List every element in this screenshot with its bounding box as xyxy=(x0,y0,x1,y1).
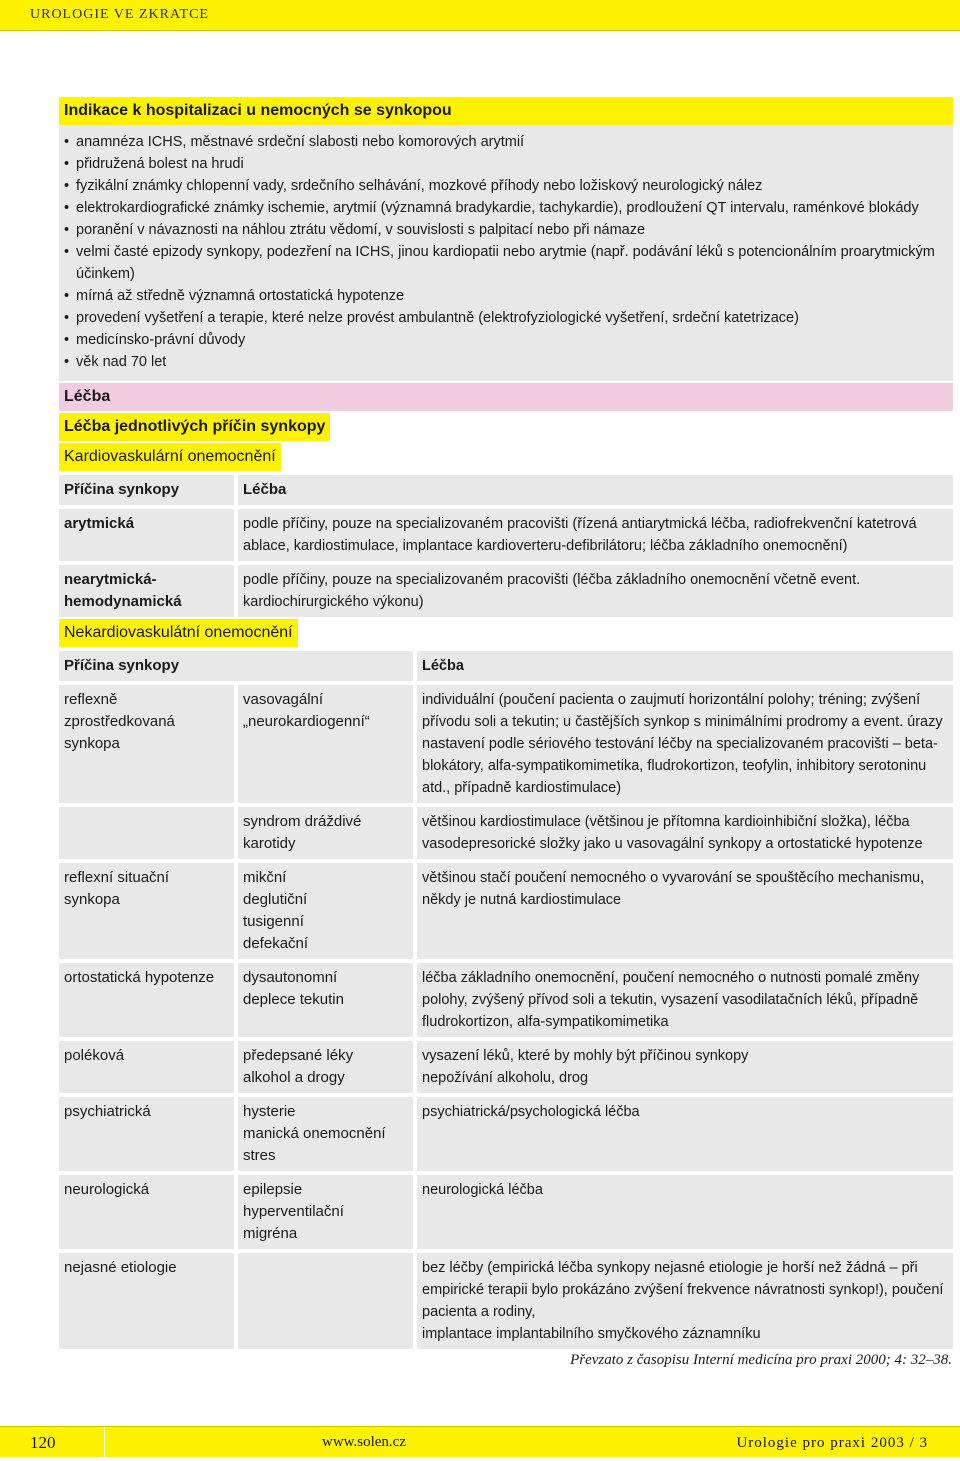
cardio-col-cause: Příčina synkopy xyxy=(59,475,234,505)
indikace-box xyxy=(59,125,953,381)
source-note: Převzato z časopisu Interní medicína pro praxi 2000; 4: 32–38. xyxy=(570,1352,952,1368)
noncardio-treatment xyxy=(417,1175,953,1249)
noncardio-row xyxy=(59,1175,953,1249)
noncardio-subtype-item: defekační xyxy=(243,935,309,952)
noncardio-cause: reflexní situační synkopa xyxy=(59,863,234,959)
footer-url[interactable]: www.solen.cz xyxy=(322,1434,407,1450)
noncardio-row xyxy=(59,1041,953,1093)
noncardio-treatment xyxy=(417,963,953,1037)
noncardio-treatment-line: neurologická léčba xyxy=(422,1182,543,1198)
noncardio-subtype-item: tusigenní xyxy=(243,913,304,930)
running-header xyxy=(0,0,960,31)
cardio-row xyxy=(59,509,953,561)
page-footer xyxy=(0,1426,960,1457)
noncardio-subtype xyxy=(238,863,413,959)
cardio-treatment: podle příčiny, pouze na specializovaném pracovišti (řízená antiarytmická léčba, radiofrekvenční katetrová ablace, kardiostimulace, implantace kardioverteru-defibrilátoru; léčba základního onemocnění) xyxy=(238,509,953,561)
noncardio-cause: ortostatická hypotenze xyxy=(59,963,234,1037)
noncardio-col-treatment: Léčba xyxy=(417,651,953,681)
noncardio-row xyxy=(59,1253,953,1349)
main-content xyxy=(59,97,953,1349)
indikace-item: • věk nad 70 let xyxy=(64,351,948,373)
noncardio-subtype-item: předepsané léky xyxy=(243,1047,354,1064)
noncardio-treatment xyxy=(417,1097,953,1171)
footer-journal: Urologie pro praxi 2003 / 3 xyxy=(736,1435,928,1451)
indikace-item: • fyzikální známky chlopenní vady, srdečního selhávání, mozkové příhody nebo ložiskový neurologický nález xyxy=(64,175,948,197)
noncardio-treatment xyxy=(417,863,953,959)
indikace-item: • anamnéza ICHS, městnavé srdeční slabosti nebo komorových arytmií xyxy=(64,131,948,153)
noncardio-row xyxy=(59,1097,953,1171)
noncardio-subtype-item: deglutiční xyxy=(243,891,308,908)
cardio-heading: Kardiovaskulární onemocnění xyxy=(59,443,281,471)
noncardio-table xyxy=(59,651,953,1349)
noncardio-subtype-item: deplece tekutin xyxy=(243,991,344,1008)
indikace-list xyxy=(59,125,953,381)
noncardio-row xyxy=(59,963,953,1037)
noncardio-treatment-line: většinou stačí poučení nemocného o vyvarování se spouštěcího mechanismu, někdy je nutná kardiostimulace xyxy=(422,870,925,908)
noncardio-treatment-line: vysazení léků, které by mohly být příčinou synkopy xyxy=(422,1048,749,1064)
noncardio-subtype xyxy=(238,963,413,1037)
cardio-cause: arytmická xyxy=(59,509,234,561)
noncardio-subtype-item: manická onemocnění xyxy=(243,1125,386,1142)
noncardio-subtype-item: dysautonomní xyxy=(243,969,338,986)
noncardio-subtype-item: stres xyxy=(243,1147,276,1164)
noncardio-treatment xyxy=(417,685,953,803)
indikace-heading: Indikace k hospitalizaci u nemocných se synkopou xyxy=(59,97,953,125)
noncardio-subtype xyxy=(238,807,413,859)
indikace-item: • poranění v návaznosti na náhlou ztrátu vědomí, v souvislosti s palpitací nebo při námaze xyxy=(64,219,948,241)
noncardio-treatment-line: psychiatrická/psychologická léčba xyxy=(422,1104,640,1120)
noncardio-treatment xyxy=(417,1253,953,1349)
footer-divider xyxy=(104,1427,105,1457)
indikace-item: • elektrokardiografické známky ischemie, arytmií (významná bradykardie, tachykardie), prodloužení QT intervalu, raménkové blokády xyxy=(64,197,948,219)
noncardio-treatment-line: bez léčby (empirická léčba synkopy nejasné etiologie je horší než žádná – při empirické terapii bylo prokázáno zvýšení frekvence návratnosti synkop!), poučení pacienta a rodiny, xyxy=(422,1260,944,1320)
noncardio-subtype xyxy=(238,685,413,803)
noncardio-treatment xyxy=(417,1041,953,1093)
noncardio-subtype-item: hysterie xyxy=(243,1103,296,1120)
noncardio-row xyxy=(59,807,953,859)
cardio-treatment: podle příčiny, pouze na specializovaném pracovišti (léčba základního onemocnění včetně event. kardiochirurgického výkonu) xyxy=(238,565,953,617)
noncardio-subtype-item: hyperventilační xyxy=(243,1203,344,1220)
cardio-col-treatment: Léčba xyxy=(238,475,953,505)
noncardio-treatment-line: nepožívání alkoholu, drog xyxy=(422,1070,589,1086)
noncardio-subtype-item: syndrom dráždivé karotidy xyxy=(243,813,362,852)
cardio-row xyxy=(59,565,953,617)
noncardio-subtype-item: mikční xyxy=(243,869,287,886)
indikace-item: • medicínsko-právní důvody xyxy=(64,329,948,351)
noncardio-treatment xyxy=(417,807,953,859)
indikace-item: • mírná až středně významná ortostatická hypotenze xyxy=(64,285,948,307)
noncardio-heading: Nekardiovaskulátní onemocnění xyxy=(59,619,298,647)
cardio-header-row xyxy=(59,475,953,505)
lecba-heading: Léčba xyxy=(59,383,953,411)
cardio-cause: nearytmická-hemodynamická xyxy=(59,565,234,617)
noncardio-subtype-item: epilepsie xyxy=(243,1181,303,1198)
noncardio-cause: psychiatrická xyxy=(59,1097,234,1171)
noncardio-row xyxy=(59,685,953,803)
noncardio-cause xyxy=(59,807,234,859)
noncardio-subtype xyxy=(238,1253,413,1349)
noncardio-subtype xyxy=(238,1097,413,1171)
running-header-title: UROLOGIE VE ZKRATCE xyxy=(30,7,209,22)
indikace-item: • velmi časté epizody synkopy, podezření na ICHS, jinou kardiopatii nebo arytmie (např. podávání léků s potencionálním proarytmickým účinkem) xyxy=(64,241,948,285)
noncardio-subtype-item: vasovagální „neurokardiogenní“ xyxy=(243,691,370,730)
noncardio-cause: reflexně zprostředkovaná synkopa xyxy=(59,685,234,803)
noncardio-col-cause: Příčina synkopy xyxy=(59,651,413,681)
noncardio-treatment-line: léčba základního onemocnění, poučení nemocného o nutnosti pomalé změny polohy, zvýšený přívod soli a tekutin, vysazení vasodilatačních léků, případně fludrokortizon, alfa-sympatikomimetika xyxy=(422,970,920,1030)
indikace-item: • přidružená bolest na hrudi xyxy=(64,153,948,175)
noncardio-treatment-line: většinou kardiostimulace (většinou je přítomna kardioinhibiční složka), léčba vasodepresorické složky jako u vasovagální synkopy a ortostatické hypotenze xyxy=(422,814,923,852)
noncardio-subtype xyxy=(238,1041,413,1093)
noncardio-row xyxy=(59,863,953,959)
noncardio-subtype-item: alkohol a drogy xyxy=(243,1069,345,1086)
noncardio-subtype-item: migréna xyxy=(243,1225,298,1242)
page-number: 120 xyxy=(30,1433,56,1452)
noncardio-header-row xyxy=(59,651,953,681)
noncardio-cause: poléková xyxy=(59,1041,234,1093)
indikace-item: • provedení vyšetření a terapie, které nelze provést ambulantně (elektrofyziologické vyšetření, srdeční katetrizace) xyxy=(64,307,948,329)
noncardio-treatment-line: individuální (poučení pacienta o zaujmutí horizontální polohy; tréning; zvýšení přívodu soli a tekutin; u častějších synkop s minimálními prodromy a event. úrazy nastavení podle sériového testování léčby na specializovaném pracovišti – beta-blokátory, alfa-sympatikomimetika, fludrokortizon, teofylin, inhibitory serotoninu atd., případně kardiostimulace) xyxy=(422,692,943,796)
noncardio-subtype xyxy=(238,1175,413,1249)
lecba-subheading: Léčba jednotlivých příčin synkopy xyxy=(59,413,330,441)
noncardio-treatment-line: implantace implantabilního smyčkového záznamníku xyxy=(422,1326,761,1342)
cardio-table xyxy=(59,475,953,617)
noncardio-cause: neurologická xyxy=(59,1175,234,1249)
noncardio-cause: nejasné etiologie xyxy=(59,1253,234,1349)
